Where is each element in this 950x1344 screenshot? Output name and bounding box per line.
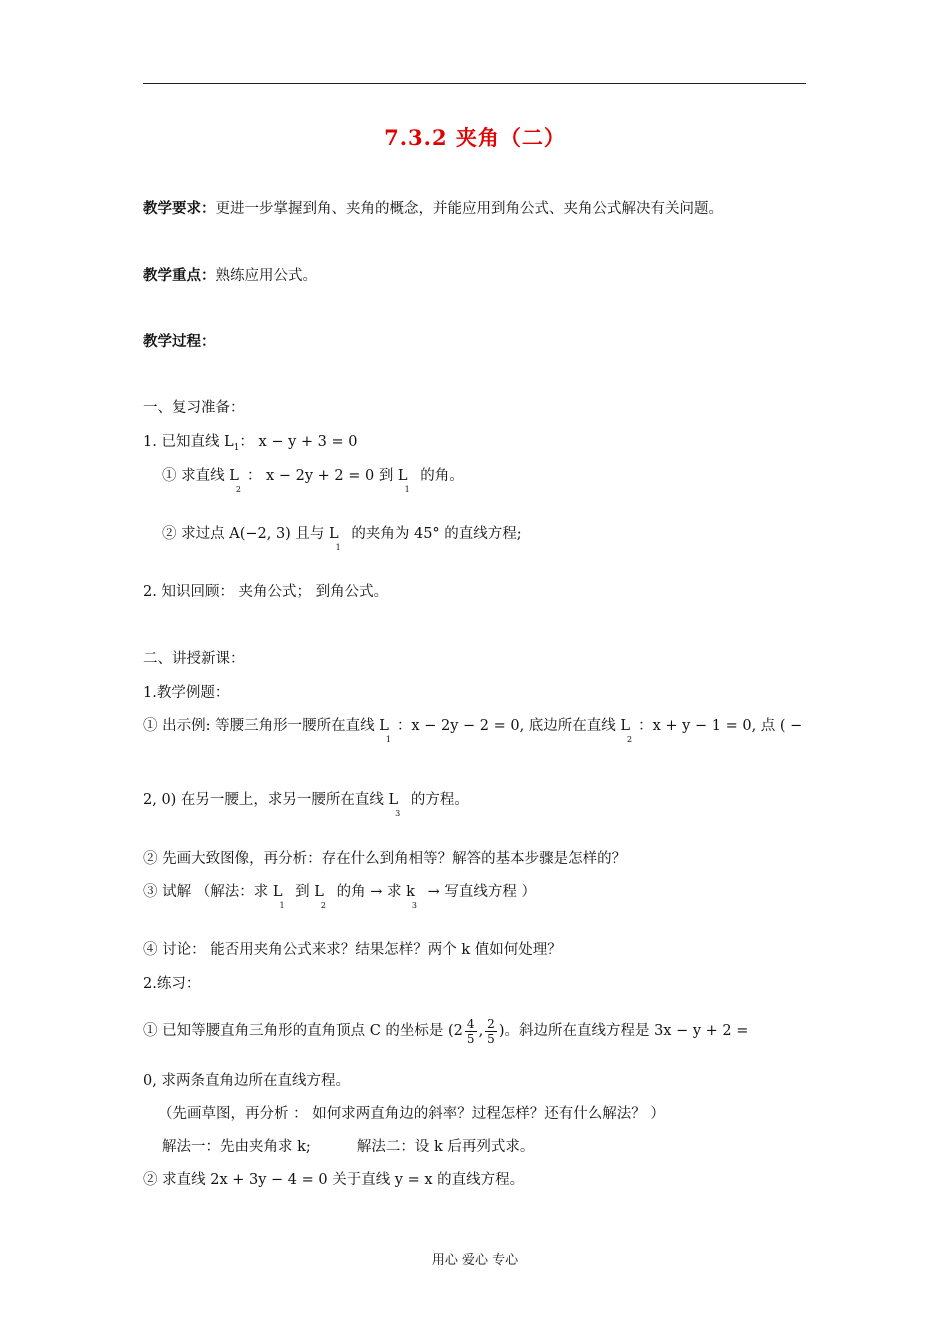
ex1-text-a: ① 出示例: 等腰三角形一腰所在直线 L [143, 718, 389, 734]
requirements-text: 更进一步掌握到角、夹角的概念，并能应用到角公式、夹角公式解决有关问题。 [215, 201, 723, 217]
requirements-line [143, 199, 723, 219]
fraction-numerator: 2 [487, 1016, 495, 1031]
ex3-subscript-2: 2 [320, 901, 327, 910]
q1-text-b: ： x − y + 3 = 0 [239, 434, 358, 450]
practice-heading: 2.练习： [143, 976, 201, 992]
process-label: 教学过程： [143, 333, 216, 350]
focus-text: 熟练应用公式。 [215, 268, 317, 284]
ex3-subscript-3: 3 [411, 901, 417, 910]
example-1-cont [143, 790, 469, 818]
page-title: 7.3.2 夹角（二） [384, 125, 566, 150]
fraction-denominator: 5 [466, 1031, 475, 1046]
practice-1 [143, 1015, 748, 1051]
ex3-subscript-1: 1 [279, 901, 285, 910]
example-2: ② 先画大致图像，再分析：存在什么到角相等？解答的基本步骤是怎样的？ [143, 851, 627, 867]
q1-1-subscript-2: 1 [404, 485, 410, 494]
examples-heading: 1.教学例题： [143, 685, 230, 701]
example-3 [143, 882, 536, 910]
fraction-2-5 [485, 1017, 497, 1046]
q1-1-text-c: 的角。 [415, 468, 464, 484]
q1-2-text-b: 的夹角为 45° 的直线方程; [346, 526, 522, 542]
ex1-text-c: ：x + y − 1 = 0, 点 ( − [638, 718, 803, 734]
ex1-text-b: ：x − 2y − 2 = 0, 底边所在直线 L [396, 718, 631, 734]
ex1-subscript-3: 3 [395, 809, 401, 818]
fraction-numerator: 4 [466, 1016, 475, 1031]
fraction-denominator: 5 [487, 1031, 495, 1046]
example-4: ④ 讨论： 能否用夹角公式来求？结果怎样？两个 k 值如何处理？ [143, 942, 562, 958]
review-q1-2 [162, 524, 522, 552]
fraction-4-5 [465, 1017, 477, 1046]
ex3-text-c: 的角 → 求 k [332, 884, 415, 900]
practice-1-cont: 0, 求两条直角边所在直线方程。 [143, 1073, 350, 1089]
review-q1 [143, 432, 357, 458]
review-q2: 2. 知识回顾： 夹角公式； 到角公式。 [143, 584, 389, 600]
p1-comma: , [478, 1023, 484, 1039]
ex1-subscript-2: 2 [627, 735, 633, 744]
ex1-text-d: 2, 0) 在另一腰上，求另一腰所在直线 L [143, 792, 399, 808]
ex3-text-d: → 写直线方程 ） [422, 884, 536, 900]
focus-line [143, 266, 317, 286]
page-footer: 用心 爱心 专心 [431, 1253, 519, 1268]
ex1-text-e: 的方程。 [406, 792, 469, 808]
q1-2-text-a: ② 求过点 A(−2, 3) 且与 L [162, 526, 339, 542]
q1-1-text-b: ： x − 2y + 2 = 0 到 L [246, 468, 408, 484]
q1-1-text-a: ① 求直线 L [162, 468, 239, 484]
p1-text-b: )。斜边所在直线方程是 3x − y + 2 = [498, 1023, 749, 1039]
ex1-subscript-1: 1 [385, 735, 391, 744]
practice-1-hint: （先画草图，再分析 ： 如何求两直角边的斜率？过程怎样？还有什么解法？ ） [158, 1106, 665, 1122]
q1-text-a: 1. 已知直线 L [143, 434, 234, 450]
q1-2-subscript: 1 [335, 543, 341, 552]
example-1 [143, 716, 803, 744]
q1-1-subscript: 2 [235, 485, 241, 494]
header-rule [143, 83, 806, 84]
practice-2: ② 求直线 2x + 3y − 4 = 0 关于直线 y = x 的直线方程。 [143, 1172, 525, 1188]
review-heading: 一、复习准备： [143, 400, 245, 416]
ex3-text-a: ③ 试解 （解法：求 L [143, 884, 283, 900]
new-lesson-heading: 二、讲授新课： [143, 651, 245, 667]
p1-text-a: ① 已知等腰直角三角形的直角顶点 C 的坐标是 (2 [143, 1023, 463, 1039]
review-q1-1 [162, 466, 464, 494]
q1-subscript: 1 [233, 442, 240, 453]
requirements-label: 教学要求： [143, 200, 216, 217]
ex3-text-b: 到 L [290, 884, 324, 900]
focus-label: 教学重点： [143, 267, 216, 284]
practice-1-methods: 解法一：先由夹角求 k; 解法二：设 k 后再列式求。 [162, 1139, 535, 1155]
